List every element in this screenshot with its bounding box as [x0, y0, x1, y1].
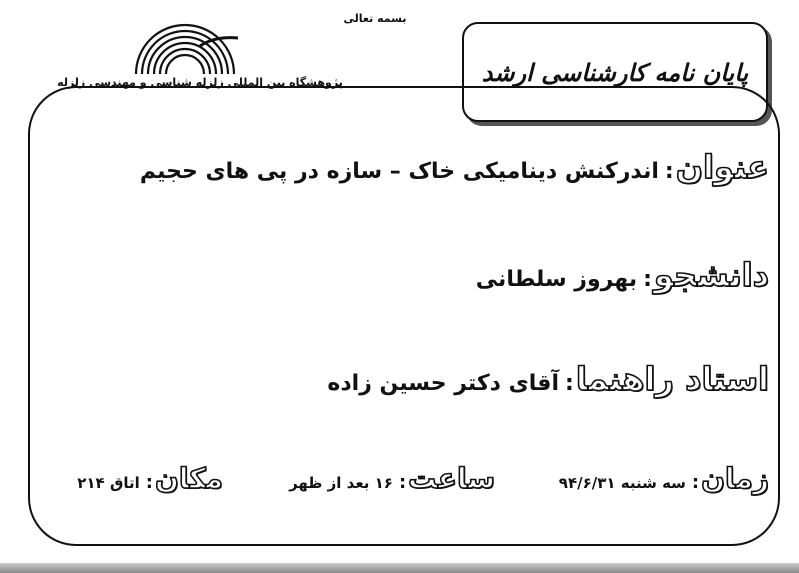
bismillah-text: بسمه تعالی	[343, 12, 407, 25]
student-value: بهروز سلطانی	[475, 267, 638, 292]
institute-name: پژوهشگاه بین المللی زلزله شناسی و مهندسی زلزله	[57, 76, 343, 89]
advisor-row	[327, 360, 769, 398]
thesis-type-text: پایان نامه کارشناسی ارشد	[481, 57, 749, 87]
hour-label: ساعت	[408, 462, 495, 495]
hour-colon: :	[398, 472, 407, 493]
place-row	[77, 462, 223, 495]
time-label: زمان	[701, 462, 769, 495]
student-row	[476, 256, 769, 294]
place-label: مکان	[154, 462, 223, 495]
scan-edge	[0, 563, 799, 573]
advisor-label: استاد راهنما	[575, 360, 769, 398]
student-label: دانشجو	[653, 256, 769, 294]
hour-value: ۱۶ بعد از ظهر	[289, 474, 393, 492]
time-value: سه شنبه ۹۴/۶/۳۱	[558, 474, 686, 492]
seismic-arcs-logo-icon	[130, 16, 240, 76]
place-colon: :	[145, 472, 153, 493]
student-colon: :	[643, 267, 652, 292]
title-label: عنوان	[675, 148, 769, 186]
title-row	[140, 148, 769, 186]
time-colon: :	[691, 472, 700, 493]
advisor-value: آقای دکتر حسین زاده	[327, 371, 559, 396]
title-colon: :	[664, 159, 674, 184]
time-row	[559, 462, 769, 495]
title-value: اندرکنش دینامیکی خاک – سازه در پی های حجیم	[139, 159, 659, 184]
place-value: اتاق ۲۱۴	[77, 474, 140, 492]
hour-row	[289, 462, 495, 495]
advisor-colon: :	[565, 371, 574, 396]
